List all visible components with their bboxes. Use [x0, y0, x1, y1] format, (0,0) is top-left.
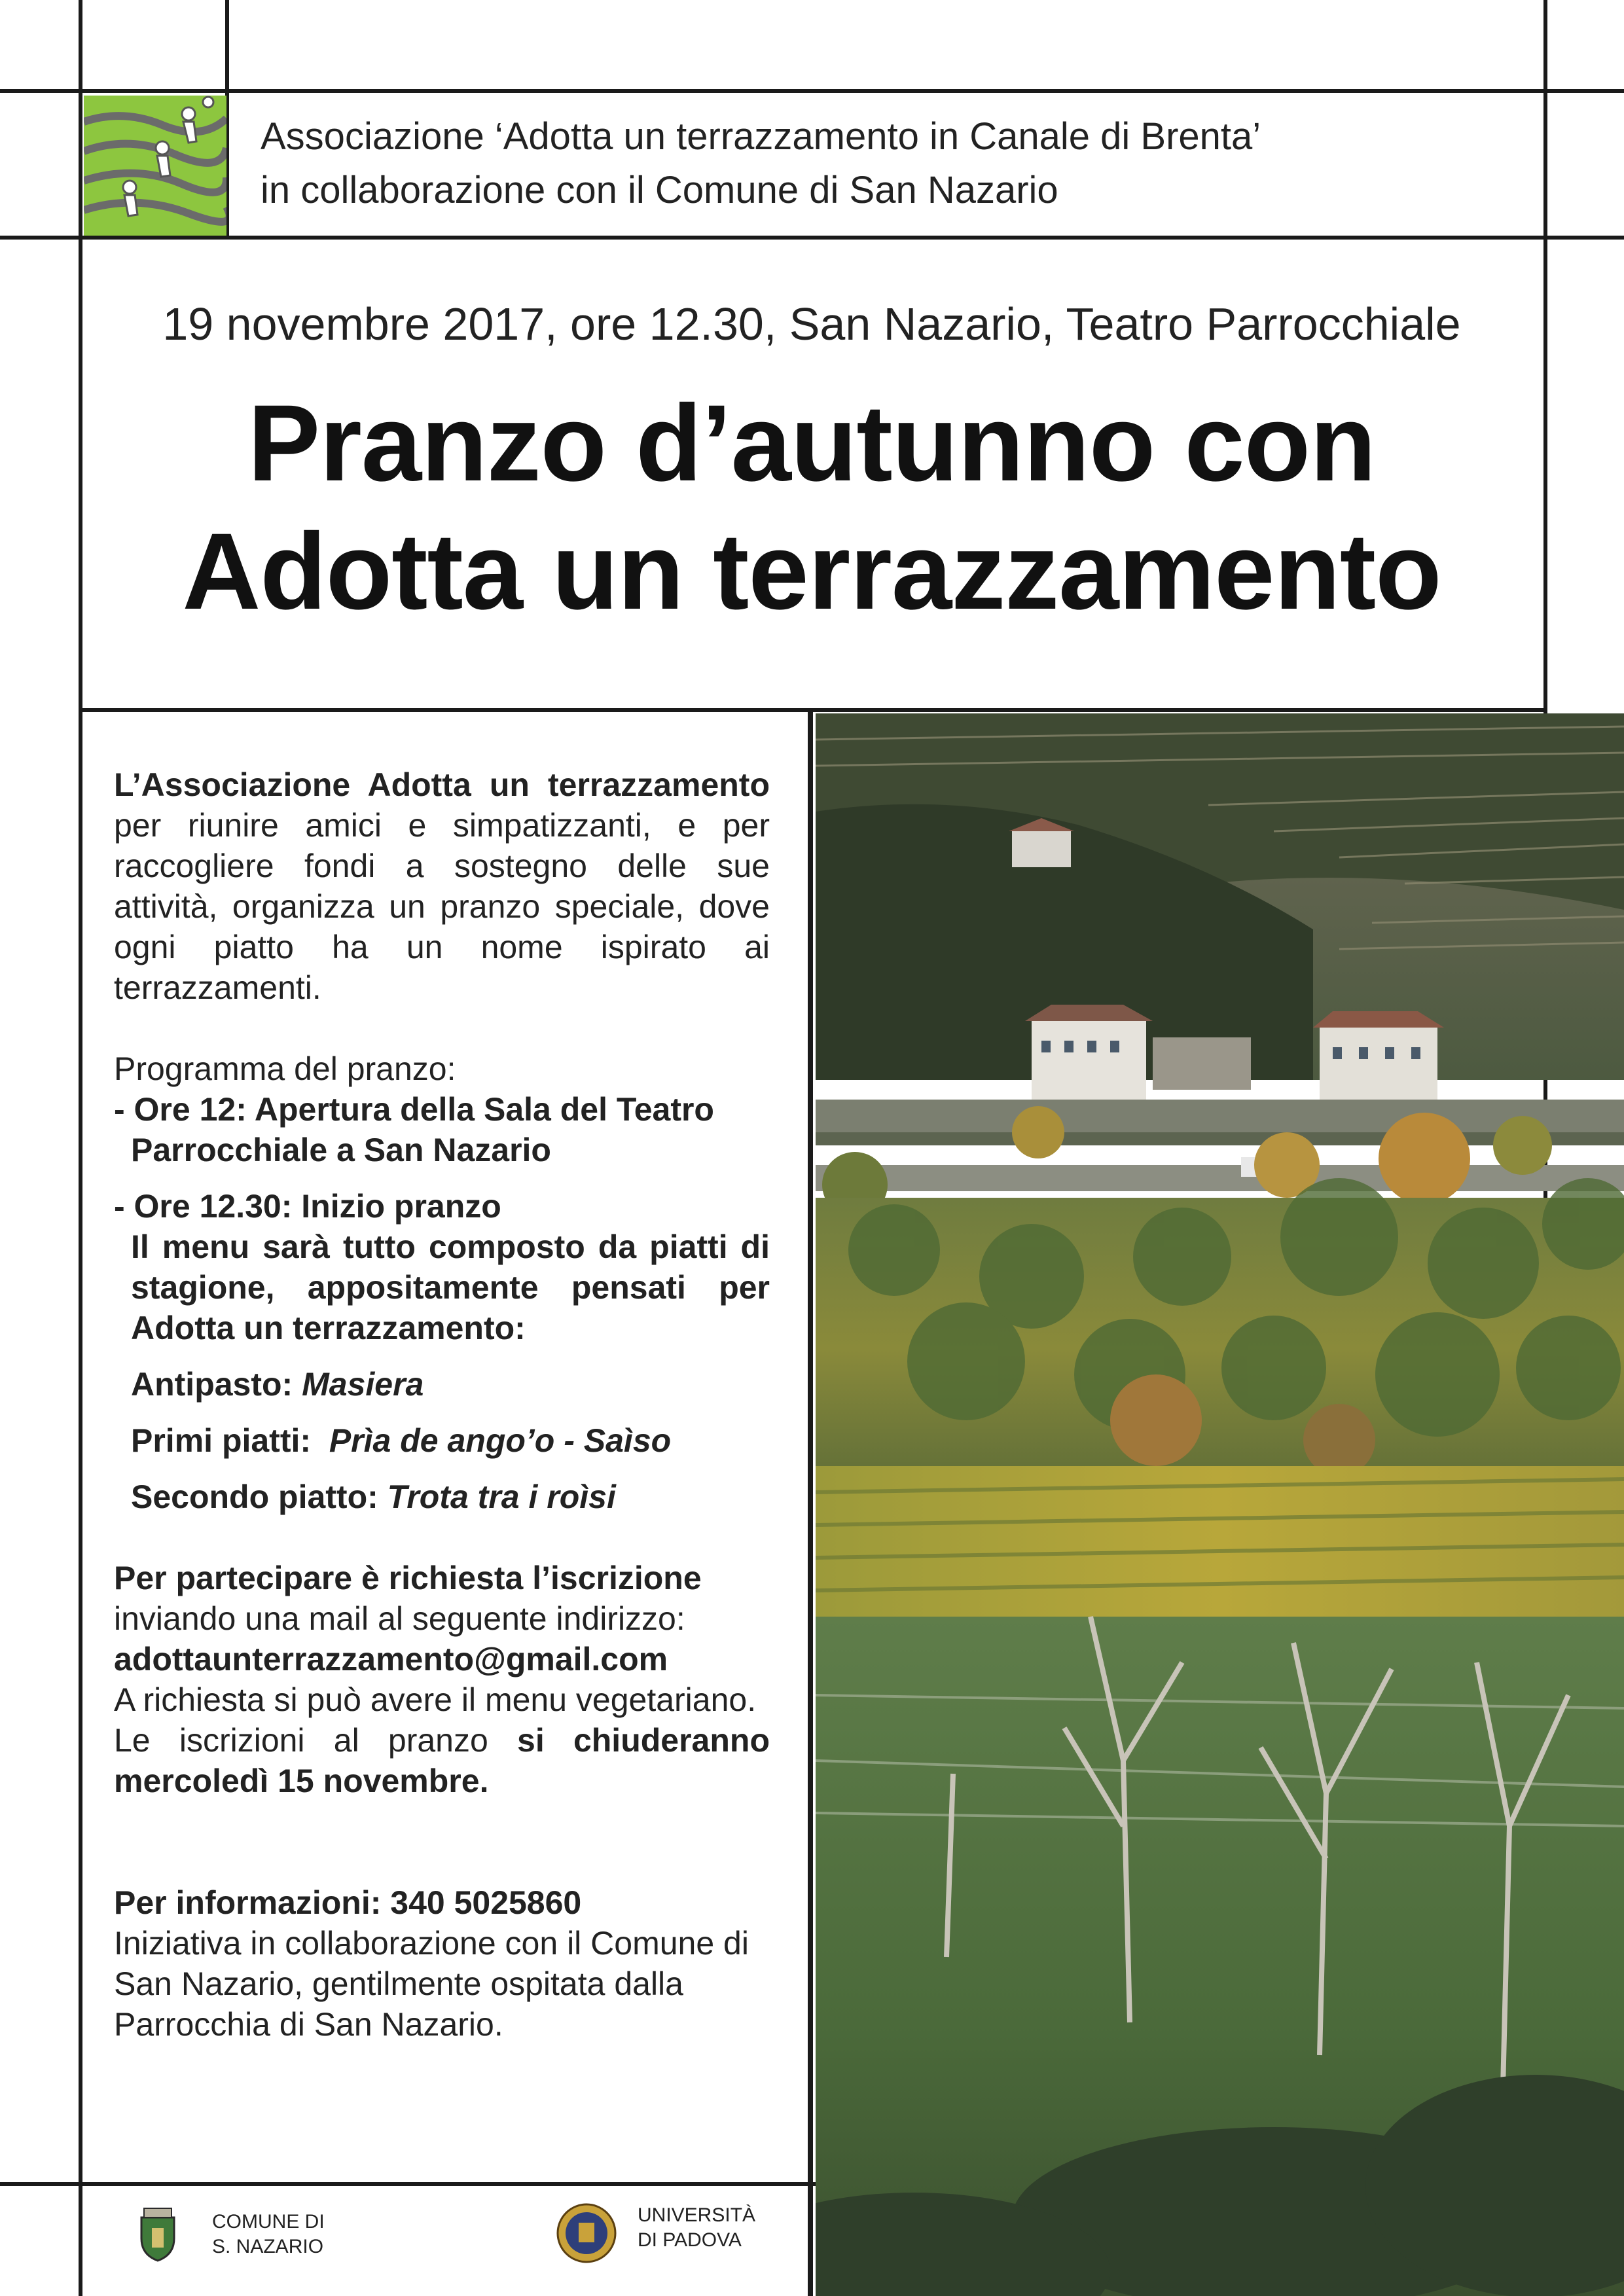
registration-heading: Per partecipare è richiesta l’iscrizione	[114, 1560, 702, 1596]
antipasto-value: Masiera	[302, 1366, 424, 1403]
menu-description: Il menu sarà tutto composto da piatti di stagione, appositamente pensati per Adotta un terrazzamento:	[131, 1229, 770, 1346]
intro-rest: per riunire amici e simpatizzanti, e per raccogliere fondi a sostegno delle sue attività, organizza un pranzo speciale, dove ogni piatto ha un nome ispirato ai terrazzamenti.	[114, 807, 770, 1006]
university-seal-icon	[556, 2203, 617, 2263]
page-title	[85, 380, 1538, 636]
antipasto-label: Antipasto:	[131, 1366, 293, 1403]
secondo-label: Secondo piatto:	[131, 1479, 378, 1515]
header-line-1: Associazione ‘Adotta un terrazzamento in Canale di Brenta’	[261, 115, 1261, 158]
comune-label	[212, 2210, 325, 2259]
grid-line-top	[0, 89, 1624, 93]
vegetarian-note: A richiesta si può avere il menu vegetariano.	[114, 1681, 757, 1718]
primi-label: Primi piatti:	[131, 1422, 312, 1459]
university-line-2: DI PADOVA	[638, 2229, 742, 2251]
comune-line-1: COMUNE DI	[212, 2211, 325, 2233]
info-text: Iniziativa in collaborazione con il Comune di San Nazario, gentilmente ospitata dalla Parrocchia di San Nazario.	[114, 1925, 749, 2043]
menu-antipasto	[114, 1364, 770, 1405]
body-text-column	[114, 764, 770, 2045]
program-item-1: - Ore 12: Apertura della Sala del Teatro	[114, 1091, 714, 1128]
closing-bold: si chiuderanno mercoledì 15 novembre.	[114, 1722, 770, 1799]
grid-line-title-bottom	[81, 708, 1547, 712]
autumn-valley-landscape-photo	[816, 713, 1624, 2296]
secondo-value: Trota tra i roìsi	[387, 1479, 616, 1515]
primi-value: Prìa de ango’o - Saìso	[329, 1422, 672, 1459]
grid-line-body-divider	[808, 708, 813, 2296]
program-heading: Programma del pranzo:	[114, 1050, 456, 1087]
header-association	[261, 110, 1537, 217]
intro-paragraph	[114, 764, 770, 1008]
title-line-1: Pranzo d’autunno con	[247, 383, 1376, 504]
grid-line-left-outer	[79, 0, 82, 2296]
terrace-climbers-logo-icon	[84, 96, 226, 236]
closing-text: Le iscrizioni al pranzo	[114, 1722, 488, 1759]
university-label	[638, 2203, 755, 2253]
intro-bold: L’Associazione Adotta un terrazzamento	[114, 766, 770, 803]
info-heading: Per informazioni: 340 5025860	[114, 1884, 582, 1921]
university-line-1: UNIVERSITÀ	[638, 2204, 756, 2226]
comune-line-2: S. NAZARIO	[212, 2236, 324, 2257]
title-line-2: Adotta un terrazzamento	[182, 511, 1441, 632]
program-item-1-cont: Parrocchiale a San Nazario	[131, 1132, 551, 1168]
program-item-2: - Ore 12.30: Inizio pranzo	[114, 1188, 501, 1225]
registration-email[interactable]: adottaunterrazzamento@gmail.com	[114, 1641, 668, 1677]
grid-line-header-bottom	[0, 236, 1624, 240]
menu-primi	[114, 1420, 770, 1461]
closing-paragraph	[114, 1720, 770, 1801]
menu-secondo	[114, 1477, 770, 1517]
registration-text: inviando una mail al seguente indirizzo:	[114, 1600, 685, 1637]
comune-crest-icon	[135, 2206, 181, 2262]
event-date-line: 19 novembre 2017, ore 12.30, San Nazario, Teatro Parrocchiale	[162, 298, 1461, 350]
header-line-2: in collaborazione con il Comune di San Nazario	[261, 169, 1058, 211]
